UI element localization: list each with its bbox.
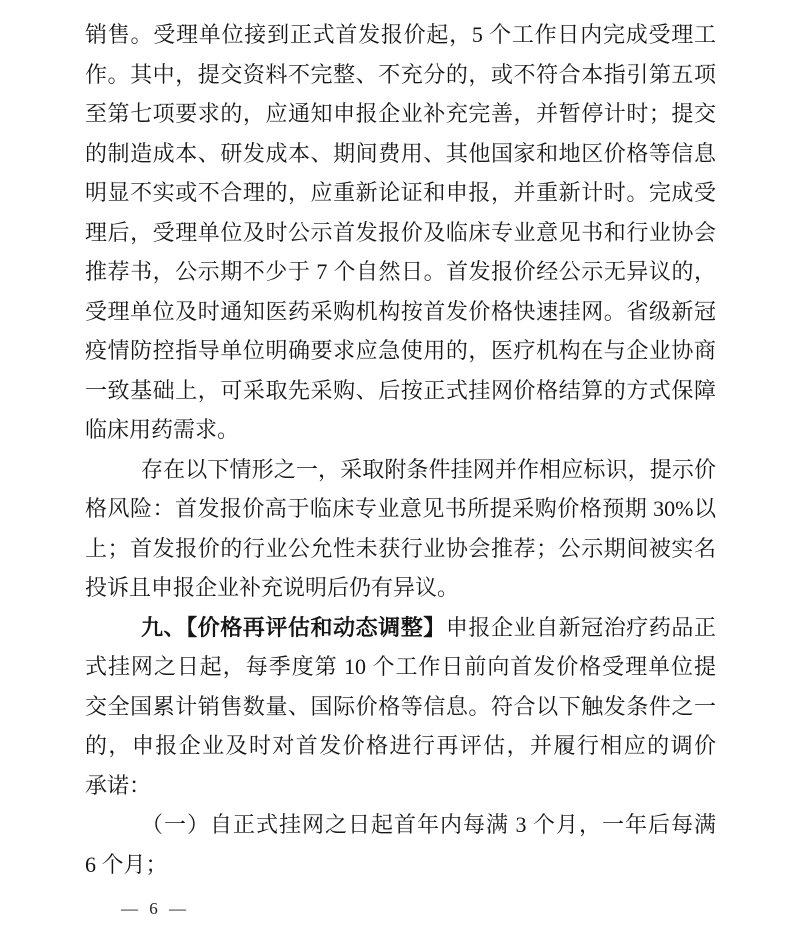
body-line: 明显不实或不合理的，应重新论证和申报，并重新计时。完成受 bbox=[85, 180, 716, 205]
body-line bbox=[85, 608, 716, 648]
body-line: 存在以下情形之一，采取附条件挂网并作相应标识，提示价 bbox=[141, 456, 716, 482]
body-line: 上；首发报价的行业公允性未获行业协会推荐；公示期间被实名 bbox=[85, 535, 716, 561]
body-line: 销售。受理单位接到正式首发报价起，5 个工作日内完成受理工 bbox=[85, 22, 716, 47]
section-heading-continuation: 申报企业自新冠治疗药品正 bbox=[445, 614, 716, 640]
paragraph-acceptance-process bbox=[85, 15, 716, 450]
body-line: 一致基础上，可采取先采购、后按正式挂网价格结算的方式保障 bbox=[85, 377, 716, 403]
page-number-text: — 6 — bbox=[121, 899, 186, 918]
body-line: 推荐书，公示期不少于 7 个自然日。首发报价经公示无异议的， bbox=[85, 259, 716, 284]
body-line: 的制造成本、研发成本、期间费用、其他国家和地区价格等信息 bbox=[85, 140, 716, 166]
body-line: 格风险：首发报价高于临床专业意见书所提采购价格预期 30%以 bbox=[85, 496, 716, 521]
body-line: 临床用药需求。 bbox=[85, 417, 240, 442]
body-line: 承诺： bbox=[85, 772, 152, 798]
page-number bbox=[121, 897, 186, 921]
body-line: 投诉且申报企业补充说明后仍有异议。 bbox=[85, 575, 460, 600]
paragraph-conditional-listing bbox=[85, 450, 716, 608]
body-line: 式挂网之日起，每季度第 10 个工作日前向首发价格受理单位提 bbox=[85, 654, 716, 679]
body-line: 至第七项要求的，应通知申报企业补充完善，并暂停计时；提交 bbox=[85, 101, 716, 126]
document-body bbox=[85, 15, 716, 884]
body-line: 受理单位及时通知医药采购机构按首发价格快速挂网。省级新冠 bbox=[85, 298, 716, 324]
body-line: 疫情防控指导单位明确要求应急使用的，医疗机构在与企业协商 bbox=[85, 338, 716, 363]
section-heading: 九、【价格再评估和动态调整】 bbox=[141, 614, 446, 640]
paragraph-article-nine bbox=[85, 608, 716, 806]
body-line: 6 个月； bbox=[85, 851, 168, 877]
body-line: 理后，受理单位及时公示首发报价及临床专业意见书和行业协会 bbox=[85, 219, 716, 245]
paragraph-item-one bbox=[85, 805, 716, 884]
body-line: 作。其中，提交资料不完整、不充分的，或不符合本指引第五项 bbox=[85, 61, 716, 87]
body-line: 交全国累计销售数量、国际价格等信息。符合以下触发条件之一 bbox=[85, 693, 716, 719]
body-line: （一）自正式挂网之日起首年内每满 3 个月，一年后每满 bbox=[141, 812, 716, 837]
body-line: 的，申报企业及时对首发价格进行再评估，并履行相应的调价 bbox=[85, 733, 716, 758]
